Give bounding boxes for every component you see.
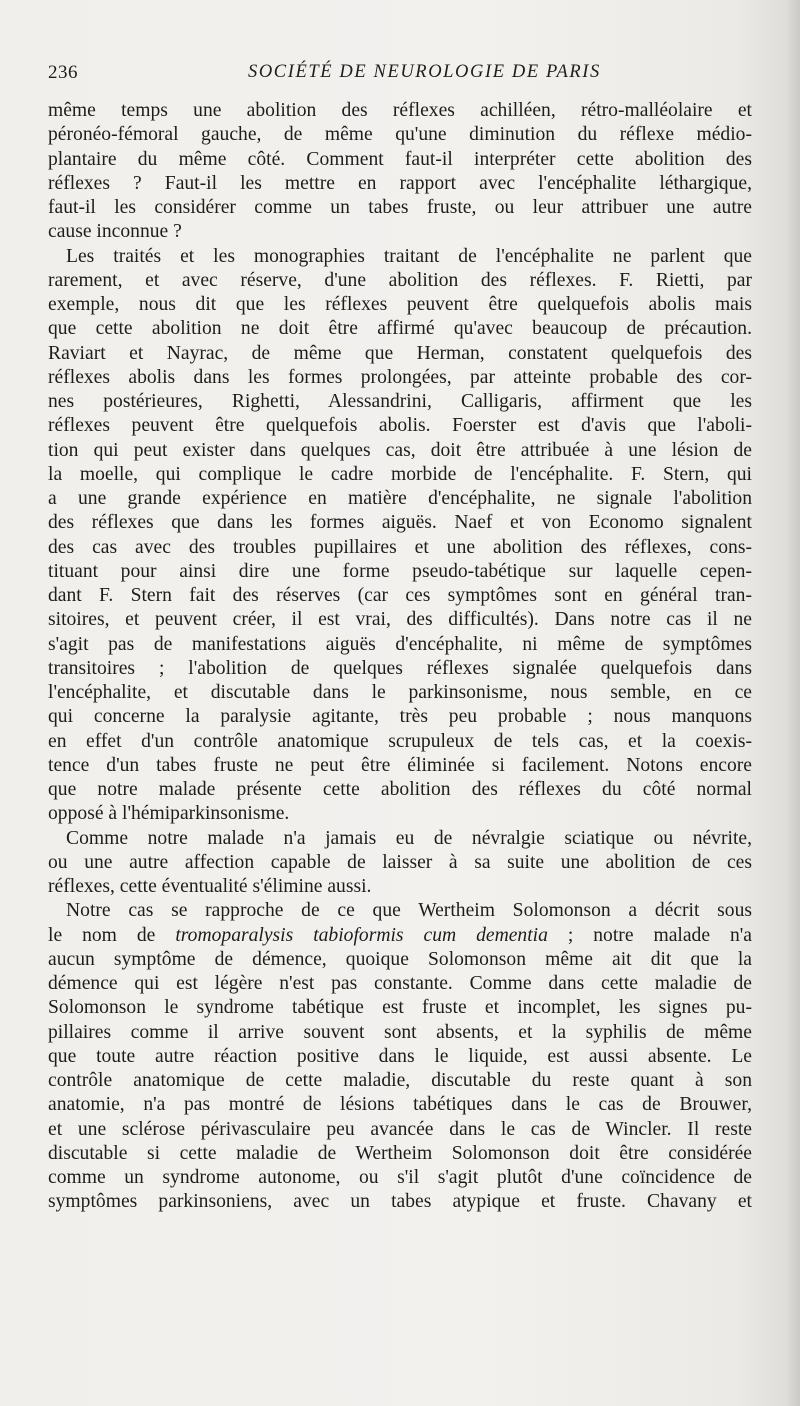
text-line: réflexes ? Faut-il les mettre en rapport avec l'encéphalite léthargique, (48, 172, 752, 194)
text-line: Solomonson le syndrome tabétique est fruste et incomplet, les signes pu- (48, 997, 752, 1019)
text-line: rarement, et avec réserve, d'une abolition des réflexes. F. Rietti, par (48, 269, 752, 291)
text-line: discutable si cette maladie de Wertheim Solomonson doit être considérée (48, 1142, 752, 1164)
text-line: sitoires, et peuvent créer, il est vrai, des difficultés). Dans notre cas il ne (48, 609, 752, 631)
text-line: plantaire du même côté. Comment faut-il interpréter cette abolition des (48, 148, 752, 170)
text-line: réflexes, cette éventualité s'élimine aussi. (48, 876, 372, 897)
text-line: symptômes parkinsoniens, avec un tabes atypique et fruste. Chavany et (48, 1191, 752, 1213)
text-line: aucun symptôme de démence, quoique Solomonson même ait dit que la (48, 948, 752, 970)
text-line: péronéo-fémoral gauche, de même qu'une diminution du réflexe médio- (48, 124, 752, 146)
text-line: tion qui peut exister dans quelques cas, doit être attribuée à une lésion de (48, 439, 752, 461)
text-line: Les traités et les monographies traitant de l'encéphalite ne parlent que (66, 245, 752, 267)
text-line: que cette abolition ne doit être affirmé qu'avec beaucoup de précaution. (48, 318, 752, 340)
page-number: 236 (48, 62, 78, 83)
text-line: Comme notre malade n'a jamais eu de névralgie sciatique ou névrite, (66, 827, 752, 849)
text-line: le nom de tromoparalysis tabioformis cum dementia ; notre malade n'a (48, 924, 752, 946)
text-line: dant F. Stern fait des réserves (car ces symptômes sont en général tran- (48, 585, 752, 606)
page-header (48, 62, 760, 86)
text-line: comme un syndrome autonome, ou s'il s'agit plutôt d'une coïncidence de (48, 1167, 752, 1188)
text-line: ou une autre affection capable de laisser à sa suite une abolition de ces (48, 851, 752, 873)
text-line: anatomie, n'a pas montré de lésions tabétiques dans le cas de Brouwer, (48, 1094, 752, 1116)
text-line: l'encéphalite, et discutable dans le parkinsonisme, nous semble, en ce (48, 682, 752, 703)
text-line: a une grande expérience en matière d'encéphalite, ne signale l'abolition (48, 488, 752, 509)
text-line: cause inconnue ? (48, 221, 182, 243)
text-line: s'agit pas de manifestations aiguës d'encéphalite, ni même de symptômes (48, 633, 752, 655)
text-line: pillaires comme il arrive souvent sont absents, et la syphilis de même (48, 1021, 752, 1043)
text-line: tituant pour ainsi dire une forme pseudo-tabétique sur laquelle cepen- (48, 560, 752, 582)
text-line: que toute autre réaction positive dans le liquide, est aussi absente. Le (48, 1045, 752, 1067)
text-line: opposé à l'hémiparkinsonisme. (48, 803, 290, 825)
italic-term: tromoparalysis tabioformis cum dementia (175, 924, 548, 946)
page-edge-shadow (786, 0, 800, 1406)
text-line: transitoires ; l'abolition de quelques réflexes signalée quelquefois dans (48, 657, 752, 679)
text-line: réflexes peuvent être quelquefois abolis. Foerster est d'avis que l'aboli- (48, 415, 752, 437)
text-line: tence d'un tabes fruste ne peut être éliminée si facilement. Notons encore (48, 754, 752, 776)
text-line: contrôle anatomique de cette maladie, discutable du reste quant à son (48, 1070, 752, 1091)
text-line: exemple, nous dit que les réflexes peuvent être quelquefois abolis mais (48, 294, 752, 315)
text-line: des cas avec des troubles pupillaires et une abolition des réflexes, cons- (48, 536, 752, 558)
text-line: Notre cas se rapproche de ce que Wertheim Solomonson a décrit sous (66, 900, 752, 922)
text-line: réflexes abolis dans les formes prolongées, par atteinte probable des cor- (48, 366, 752, 388)
text-line: des réflexes que dans les formes aiguës. Naef et von Economo signalent (48, 512, 752, 534)
running-title: SOCIÉTÉ DE NEUROLOGIE DE PARIS (248, 62, 601, 82)
text-line: nes postérieures, Righetti, Alessandrini, Calligaris, affirment que les (48, 391, 752, 412)
text-line: que notre malade présente cette abolition des réflexes du côté normal (48, 779, 752, 800)
text-line: qui concerne la paralysie agitante, très peu probable ; nous manquons (48, 706, 752, 728)
text-line: démence qui est légère n'est pas constante. Comme dans cette maladie de (48, 973, 752, 994)
text-line: faut-il les considérer comme un tabes fruste, ou leur attribuer une autre (48, 197, 752, 218)
text-line: et une sclérose périvasculaire peu avancée dans le cas de Wincler. Il reste (48, 1118, 752, 1140)
text-line: même temps une abolition des réflexes achilléen, rétro-malléolaire et (48, 100, 752, 121)
text-line: la moelle, qui complique le cadre morbide de l'encéphalite. F. Stern, qui (48, 463, 752, 485)
text-line: Raviart et Nayrac, de même que Herman, constatent quelquefois des (48, 342, 752, 364)
text-line: en effet d'un contrôle anatomique scrupuleux de tels cas, et la coexis- (48, 730, 752, 752)
body-text (48, 99, 752, 1215)
